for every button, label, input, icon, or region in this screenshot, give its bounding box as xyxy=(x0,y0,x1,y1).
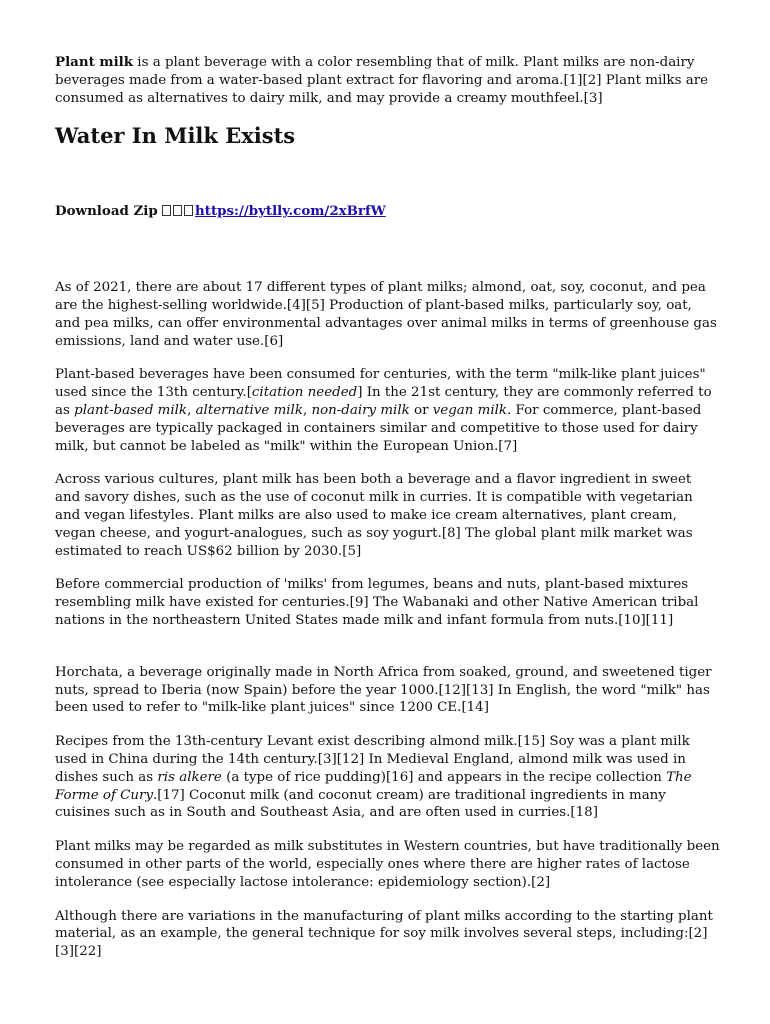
p2-sep-1: , xyxy=(187,402,196,418)
intro-term: Plant milk xyxy=(55,54,134,70)
paragraph-1: As of 2021, there are about 17 different types of plant milks; almond, oat, soy, coconut, and pea are the highest-selling worldwide.[4][5] Production of plant-based milks, particularly soy, oat, and pea milks, can offer environmental advantages over animal milks in terms of greenhouse gas emissions, land and water use.[6] xyxy=(55,280,717,349)
box-glyph-icon xyxy=(162,205,171,216)
paragraph-5: Horchata, a beverage originally made in North Africa from soaked, ground, and sweetened tiger nuts, spread to Iberia (now Spain) before the year 1000.[12][13] In English, the word "milk" has been used to refer to "milk-like plant juices" since 1200 CE.[14] xyxy=(55,664,712,716)
p2-text-a: Plant-based beverages have been consumed for centuries, with the term "milk-like plant juices" used since the 13th century.[ xyxy=(55,367,706,401)
p6-term-1: ris alkere xyxy=(157,769,222,785)
paragraph-3: Across various cultures, plant milk has been both a beverage and a flavor ingredient in sweet and savory dishes, such as the use of coconut milk in curries. It is compatible with vegetarian and vegan lifestyles. Plant milks are also used to make ice cream alternatives, plant cream, vegan cheese, and yogurt-analogues, such as soy yogurt.[8] The global plant milk market was estimated to reach US$62 billion by 2030.[5] xyxy=(55,472,693,559)
citation-needed: citation needed xyxy=(251,385,358,401)
p2-term-3: non-dairy milk xyxy=(311,402,410,418)
p6-text-c: .[17] Coconut milk (and coconut cream) are traditional ingredients in many cuisines such as in South and Southeast Asia, and are often used in curries.[18] xyxy=(55,787,666,821)
section-heading: Water In Milk Exists xyxy=(55,123,296,149)
p6-term-2: The Forme of Cury xyxy=(55,769,692,803)
p2-text-b: ] In the 21st century, they are commonly referred to as xyxy=(55,385,712,418)
intro-text: is a plant beverage with a color resembling that of milk. Plant milks are non-dairy beverages made from a water-based plant extract for flavoring and aroma.[1][2] Plant milks are consumed as alternatives to dairy milk, and may provide a creamy mouthfeel.[3] xyxy=(55,55,709,106)
p6-text-b: (a type of rice pudding)[16] and appears in the recipe collection xyxy=(221,769,667,785)
download-link[interactable]: https://bytlly.com/2xBrfW xyxy=(195,203,386,220)
download-label: Download Zip xyxy=(55,203,158,220)
p2-sep-2: , xyxy=(302,402,312,418)
p2-sep-3: or xyxy=(409,402,433,418)
p2-text-d: . For commerce, plant-based beverages are typically packaged in containers similar and competitive to those used for dairy milk, but cannot be labeled as "milk" within the European Union.[7] xyxy=(55,402,702,454)
document-body xyxy=(55,54,720,977)
intro-paragraph xyxy=(55,54,720,107)
paragraph-6 xyxy=(55,733,720,822)
box-glyph-icon xyxy=(184,205,193,216)
paragraph-7: Plant milks may be regarded as milk substitutes in Western countries, but have traditionally been consumed in other parts of the world, especially ones where there are higher rates of lactose intolerance (see especially lactose intolerance: epidemiology section).[2] xyxy=(55,839,720,890)
paragraph-4: Before commercial production of 'milks' from legumes, beans and nuts, plant-based mixtures resembling milk have existed for centuries.[9] The Wabanaki and other Native American tribal nations in the northeastern United States made milk and infant formula from nuts.[10][11] xyxy=(55,577,699,628)
p2-term-4: vegan milk xyxy=(432,402,508,418)
box-glyph-icon xyxy=(173,205,182,216)
paragraph-2 xyxy=(55,366,720,455)
p2-term-1: plant-based milk xyxy=(74,402,188,418)
p6-text-a: Recipes from the 13th-century Levant exist describing almond milk.[15] Soy was a plant milk used in China during the 14th century.[3][12] In Medieval England, almond milk was used in dishes such as xyxy=(55,734,690,785)
p2-term-2: alternative milk xyxy=(195,402,303,418)
paragraph-8: Although there are variations in the manufacturing of plant milks according to the starting plant material, as an example, the general technique for soy milk involves several steps, including:[2][3][22] xyxy=(55,908,713,960)
download-line xyxy=(55,203,720,221)
